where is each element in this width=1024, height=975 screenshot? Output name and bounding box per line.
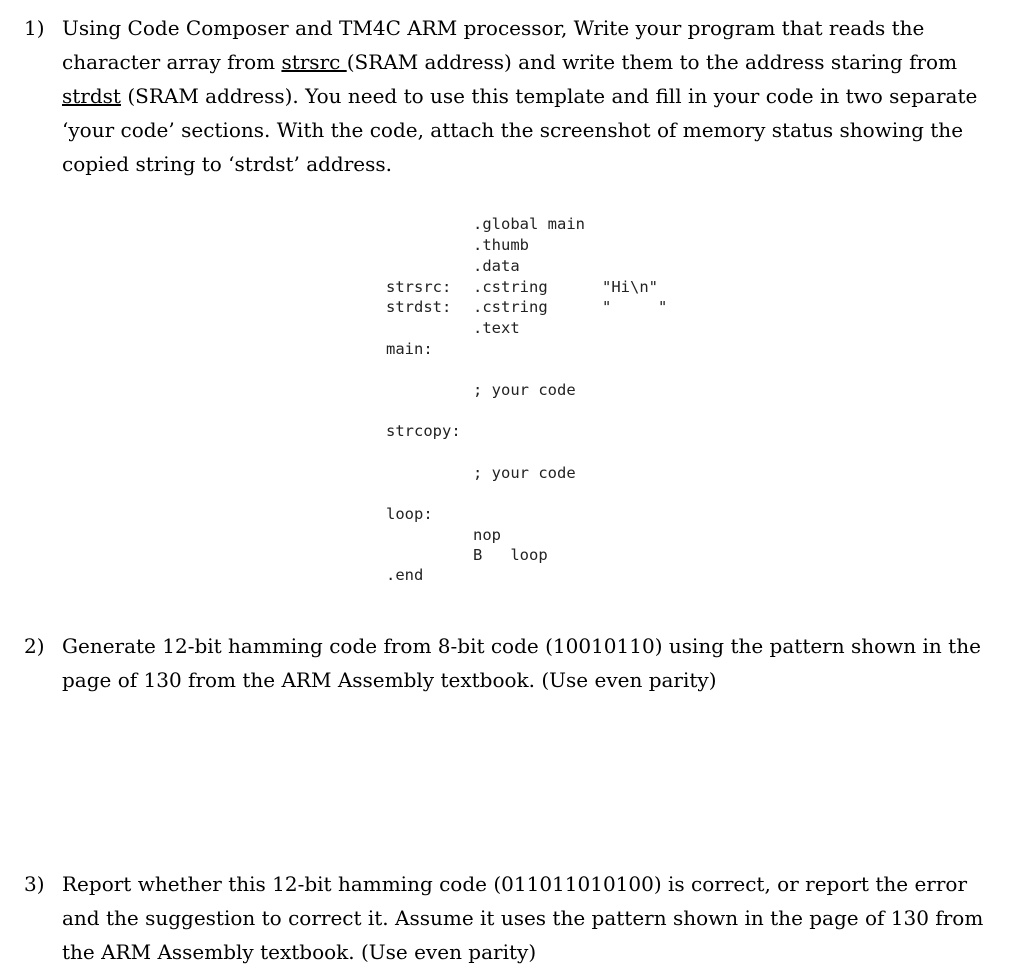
code-your-code-2: ; your code [473, 464, 576, 482]
text-part: (SRAM address). You need to use this template and fill in your code in two separate ‘your code’ sections. With the code, attach the screenshot of memory status showing the copied string to ‘strdst’ address. [62, 84, 978, 176]
code-strsrc-value: "Hi\n" [602, 278, 658, 296]
text-part: Using Code Composer and TM4C ARM processor, Write your program that reads the character array from [62, 16, 925, 74]
code-strsrc-directive: .cstring [473, 278, 548, 296]
code-strsrc-label: strsrc: [386, 278, 452, 296]
text-part: (SRAM address) and write them to the address staring from [346, 50, 958, 74]
question-number: 3) [24, 872, 45, 896]
code-global: .global main [473, 215, 585, 233]
question-number: 1) [24, 16, 45, 40]
code-branch-loop: B loop [473, 546, 548, 564]
code-main-label: main: [386, 340, 433, 358]
code-text: .text [473, 319, 520, 337]
code-loop-label: loop: [386, 505, 433, 523]
question-number: 2) [24, 634, 45, 658]
code-strdst-directive: .cstring [473, 298, 548, 316]
code-nop: nop [473, 526, 501, 544]
question-text: Report whether this 12-bit hamming code (011011010100) is correct, or report the error and the suggestion to correct it. Assume it uses the pattern shown in the page of 130 from the ARM Assembly textbook. (Use even parity) [62, 872, 984, 964]
code-end: .end [386, 566, 424, 584]
code-strdst-label: strdst: [386, 298, 452, 316]
code-strdst-value: " " [602, 298, 668, 316]
question-text: Generate 12-bit hamming code from 8-bit code (10010110) using the pattern shown in the page of 130 from the ARM Assembly textbook. (Use even parity) [62, 634, 981, 692]
code-thumb: .thumb [473, 236, 529, 254]
strdst-underlined: strdst [62, 84, 121, 108]
code-your-code-1: ; your code [473, 381, 576, 399]
strsrc-underlined: strsrc [281, 50, 347, 74]
code-data: .data [473, 257, 520, 275]
code-strcopy-label: strcopy: [386, 422, 461, 440]
question-text [62, 11, 1002, 181]
